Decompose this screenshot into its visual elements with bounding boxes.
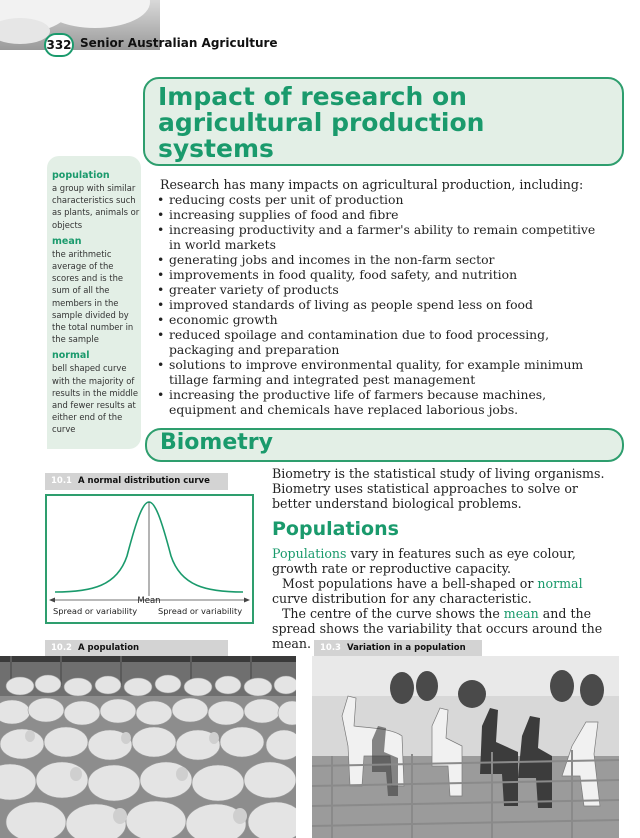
mean-label: Mean bbox=[137, 596, 161, 606]
list-item: • greater variety of products bbox=[157, 282, 597, 297]
list-item: • increasing the productive life of farmers because machines, equipment and chemicals have replaced laborious jobs. bbox=[157, 387, 597, 417]
spread-label-right: Spread or variability bbox=[158, 606, 243, 616]
glossary-definition: a group with similar characteristics such as plants, animals or objects bbox=[52, 183, 140, 230]
running-head: Senior Australian Agriculture bbox=[80, 36, 278, 50]
glossary-definition: the arithmetic average of the scores and is the sum of all the members in the sample divided by the total number in the sample bbox=[52, 248, 134, 345]
list-item: • increasing supplies of food and fibre bbox=[157, 207, 597, 222]
sheep-population-photo bbox=[0, 656, 296, 838]
intro-text: Research has many impacts on agricultural production, including: bbox=[160, 177, 584, 192]
glossary-term: population bbox=[52, 170, 110, 181]
spread-label-left: Spread or variability bbox=[53, 606, 138, 616]
figure-number: 10.3 bbox=[320, 643, 341, 653]
normal-distribution-figure bbox=[45, 494, 254, 624]
term-normal: normal bbox=[537, 576, 583, 591]
arrowhead-left-icon bbox=[49, 598, 55, 603]
impact-list bbox=[157, 192, 597, 417]
figure-caption-10-1 bbox=[45, 473, 228, 490]
glossary-sidebar bbox=[47, 156, 141, 449]
glossary-term: normal bbox=[52, 350, 90, 362]
figure-caption-text: A population bbox=[77, 643, 140, 653]
para-text: vary in features such as eye colour, growth rate or reproductive capacity. bbox=[272, 546, 576, 576]
list-item: • increasing productivity and a farmer's ability to remain competitive in world markets bbox=[157, 222, 597, 252]
populations-heading: Populations bbox=[272, 518, 399, 540]
alpaca-variation-photo bbox=[312, 656, 619, 838]
biometry-text: Biometry is the statistical study of living organisms. Biometry uses statistical approaches to solve or better understand biological problems. bbox=[272, 466, 605, 511]
populations-text bbox=[272, 546, 617, 651]
list-item: • improvements in food quality, food safety, and nutrition bbox=[157, 267, 597, 282]
page-title: Impact of research on agricultural production systems bbox=[158, 82, 485, 163]
term-mean: mean bbox=[503, 606, 539, 621]
biometry-heading: Biometry bbox=[160, 430, 273, 455]
normal-curve-svg bbox=[47, 496, 252, 622]
figure-caption-10-2 bbox=[45, 640, 228, 657]
populations-para-1 bbox=[272, 546, 617, 576]
sheep-flock-image bbox=[0, 656, 296, 838]
arrowhead-right-icon bbox=[244, 598, 250, 603]
list-item: • reduced spoilage and contamination due to food processing, packaging and preparation bbox=[157, 327, 597, 357]
glossary-definition: bell shaped curve with the majority of results in the middle and fewer results at either end of the curve bbox=[52, 363, 139, 435]
list-item: • generating jobs and incomes in the non-farm sector bbox=[157, 252, 597, 267]
term-populations: Populations bbox=[272, 546, 347, 561]
glossary-term: mean bbox=[52, 235, 82, 247]
para-text: Most populations have a bell-shaped or bbox=[282, 576, 538, 591]
para-text: and the spread shows the variability that occurs around the mean. bbox=[272, 606, 603, 651]
figure-number: 10.1 bbox=[51, 476, 72, 486]
para-text: curve distribution for any characteristic. bbox=[272, 591, 532, 606]
figure-caption-text: A normal distribution curve bbox=[77, 476, 210, 486]
list-item: • economic growth bbox=[157, 312, 597, 327]
list-item: • solutions to improve environmental quality, for example minimum tillage farming and integrated pest management bbox=[157, 357, 597, 387]
list-item: • reducing costs per unit of production bbox=[157, 192, 597, 207]
page-number: 332 bbox=[44, 33, 74, 57]
para-text: The centre of the curve shows the bbox=[282, 606, 504, 621]
figure-caption-10-3 bbox=[314, 640, 482, 657]
figure-number: 10.2 bbox=[51, 643, 72, 653]
alpaca-pen-image bbox=[312, 656, 619, 838]
figure-caption-text: Variation in a population bbox=[346, 643, 466, 653]
populations-para-2 bbox=[272, 576, 617, 606]
list-item: • improved standards of living as people spend less on food bbox=[157, 297, 597, 312]
